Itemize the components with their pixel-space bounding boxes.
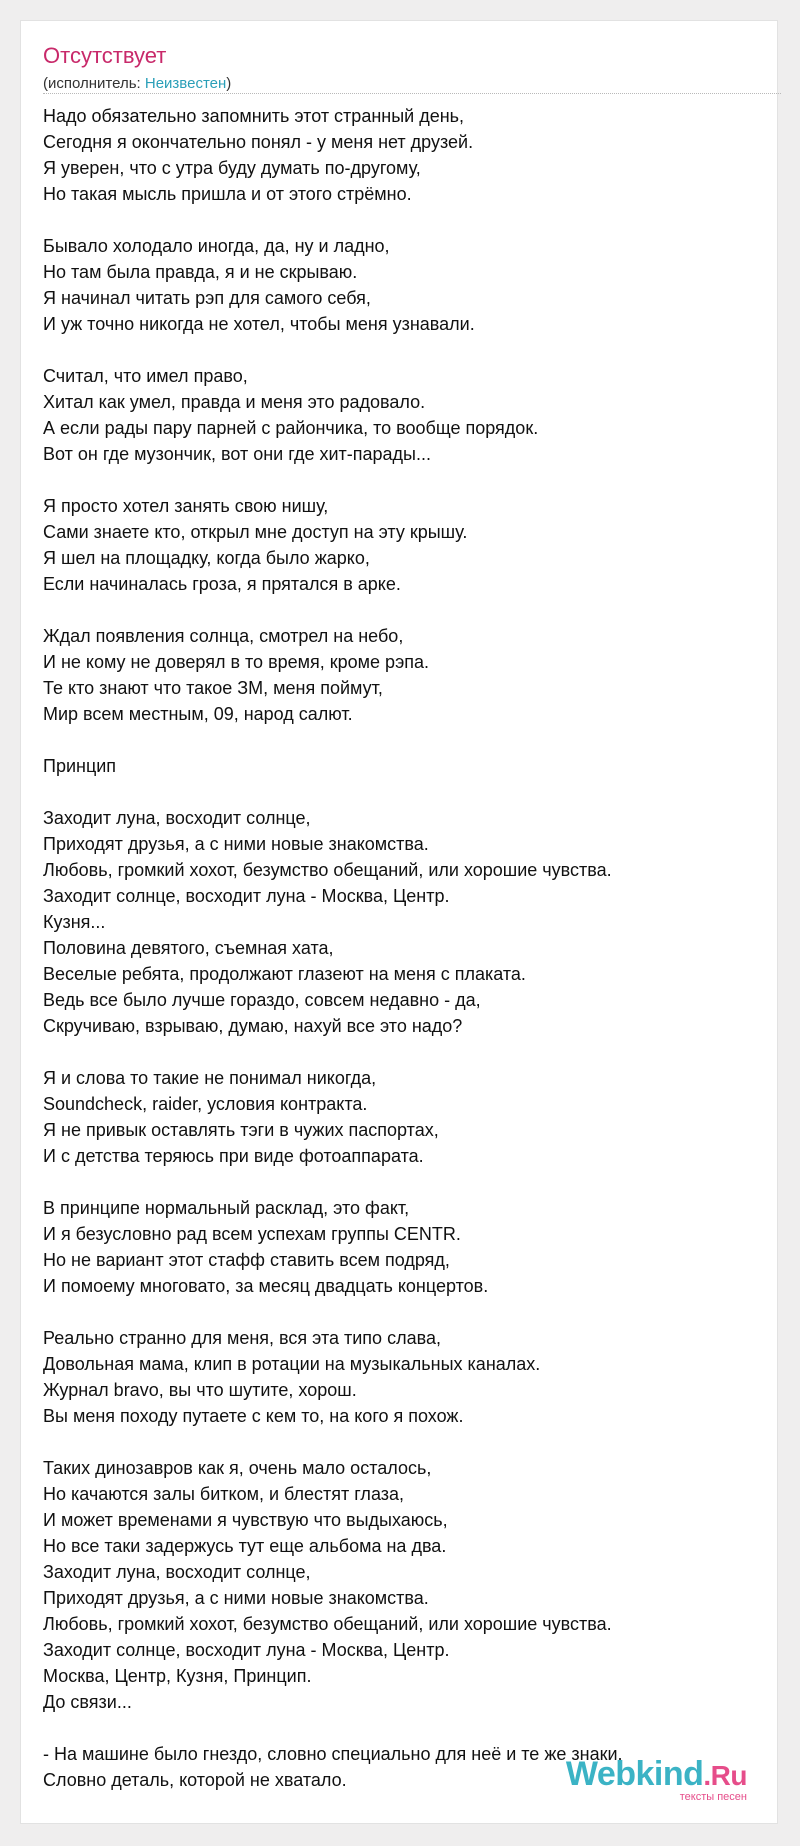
lyric-line: Но все таки задержусь тут еще альбома на два. <box>43 1536 447 1556</box>
lyric-line: Я просто хотел занять свою нишу, <box>43 496 329 516</box>
song-title: Отсутствует <box>43 43 167 68</box>
lyric-line: Вы меня походу путаете с кем то, на кого я похож. <box>43 1406 464 1426</box>
lyric-line: Если начиналась гроза, я прятался в арке. <box>43 574 401 594</box>
lyric-line: Ждал появления солнца, смотрел на небо, <box>43 626 404 646</box>
lyric-line: Приходят друзья, а с ними новые знакомства. <box>43 1588 429 1608</box>
lyric-line: Заходит луна, восходит солнце, <box>43 808 311 828</box>
lyric-line: Бывало холодало иногда, да, ну и ладно, <box>43 236 390 256</box>
lyric-line: Таких динозавров как я, очень мало осталось, <box>43 1458 432 1478</box>
title-divider <box>43 93 781 94</box>
lyric-line: Любовь, громкий хохот, безумство обещаний, или хорошие чувства. <box>43 1614 612 1634</box>
lyric-line <box>43 1429 763 1455</box>
lyric-line: До связи... <box>43 1692 132 1712</box>
lyric-line: Заходит солнце, восходит луна - Москва, Центр. <box>43 1640 450 1660</box>
lyric-line <box>43 1715 763 1741</box>
logo-tld: .Ru <box>703 1760 747 1791</box>
lyric-line: Те кто знают что такое ЗМ, меня поймут, <box>43 678 383 698</box>
lyric-line: Soundcheck, raider, условия контракта. <box>43 1094 368 1114</box>
lyric-line: И с детства теряюсь при виде фотоаппарата. <box>43 1146 424 1166</box>
lyric-line <box>43 1039 763 1065</box>
lyric-line: Скручиваю, взрываю, думаю, нахуй все это надо? <box>43 1016 463 1036</box>
lyric-line: Мир всем местным, 09, народ салют. <box>43 704 353 724</box>
lyric-line: Словно деталь, которой не хватало. <box>43 1770 347 1790</box>
lyric-line: Хитал как умел, правда и меня это радовало. <box>43 392 426 412</box>
logo-tagline: тексты песен <box>679 1791 747 1803</box>
lyric-line <box>43 337 763 363</box>
lyric-line: Приходят друзья, а с ними новые знакомства. <box>43 834 429 854</box>
lyric-line: И уж точно никогда не хотел, чтобы меня узнавали. <box>43 314 475 334</box>
lyric-line: Москва, Центр, Кузня, Принцип. <box>43 1666 312 1686</box>
lyric-line: Вот он где музончик, вот они где хит-парады... <box>43 444 431 464</box>
lyric-line: Веселые ребята, продолжают глазеют на меня с плаката. <box>43 964 526 984</box>
lyric-line <box>43 207 763 233</box>
lyric-line: Ведь все было лучше гораздо, совсем недавно - да, <box>43 990 481 1010</box>
lyric-line: - На машине было гнездо, словно специально для неё и те же знаки. <box>43 1744 623 1764</box>
lyric-line: Сами знаете кто, открыл мне доступ на эту крышу. <box>43 522 468 542</box>
lyric-line: И помоему многовато, за месяц двадцать концертов. <box>43 1276 489 1296</box>
lyric-line: Но такая мысль пришла и от этого стрёмно. <box>43 184 412 204</box>
lyric-line: Заходит солнце, восходит луна - Москва, Центр. <box>43 886 450 906</box>
lyric-line: Но там была правда, я и не скрываю. <box>43 262 358 282</box>
lyric-line <box>43 1169 763 1195</box>
lyric-line: Но качаются залы битком, и блестят глаза, <box>43 1484 405 1504</box>
artist-link[interactable]: Неизвестен <box>144 75 227 92</box>
lyric-line <box>43 597 763 623</box>
lyric-line: Я шел на площадку, когда было жарко, <box>43 548 370 568</box>
artist-prefix: (исполнитель: <box>43 75 145 92</box>
artist-line <box>43 75 231 92</box>
lyric-line: Я не привык оставлять тэги в чужих паспортах, <box>43 1120 439 1140</box>
lyric-line <box>43 467 763 493</box>
lyric-line: Надо обязательно запомнить этот странный день, <box>43 106 465 126</box>
lyric-line: И может временами я чувствую что выдыхаюсь, <box>43 1510 448 1530</box>
lyric-line: Довольная мама, клип в ротации на музыкальных каналах. <box>43 1354 541 1374</box>
lyric-line: Принцип <box>43 756 117 776</box>
lyric-line: Любовь, громкий хохот, безумство обещаний, или хорошие чувства. <box>43 860 612 880</box>
lyric-line: Журнал bravo, вы что шутите, хорош. <box>43 1380 357 1400</box>
lyric-line: А если рады пару парней с райончика, то вообще порядок. <box>43 418 539 438</box>
lyric-line: Я начинал читать рэп для самого себя, <box>43 288 371 308</box>
site-logo[interactable] <box>566 1757 747 1803</box>
lyric-line: И я безусловно рад всем успехам группы CENTR. <box>43 1224 461 1244</box>
lyric-line: Заходит луна, восходит солнце, <box>43 1562 311 1582</box>
lyric-line: В принципе нормальный расклад, это факт, <box>43 1198 410 1218</box>
lyric-line: Половина девятого, съемная хата, <box>43 938 334 958</box>
lyric-line: Кузня... <box>43 912 106 932</box>
lyric-line: Я и слова то такие не понимал никогда, <box>43 1068 377 1088</box>
lyrics-card <box>20 20 778 1824</box>
lyric-line: Считал, что имел право, <box>43 366 248 386</box>
lyric-line <box>43 727 763 753</box>
lyric-line: И не кому не доверял в то время, кроме рэпа. <box>43 652 430 672</box>
lyric-line: Я уверен, что с утра буду думать по-другому, <box>43 158 421 178</box>
lyric-line <box>43 1299 763 1325</box>
lyric-line: Реально странно для меня, вся эта типо слава, <box>43 1328 441 1348</box>
lyric-line: Сегодня я окончательно понял - у меня нет друзей. <box>43 132 474 152</box>
lyric-line: Но не вариант этот стафф ставить всем подряд, <box>43 1250 450 1270</box>
lyric-line <box>43 779 763 805</box>
artist-suffix: ) <box>226 75 232 92</box>
logo-wordmark: Webkind <box>565 1755 704 1793</box>
lyrics-text <box>43 103 763 1793</box>
